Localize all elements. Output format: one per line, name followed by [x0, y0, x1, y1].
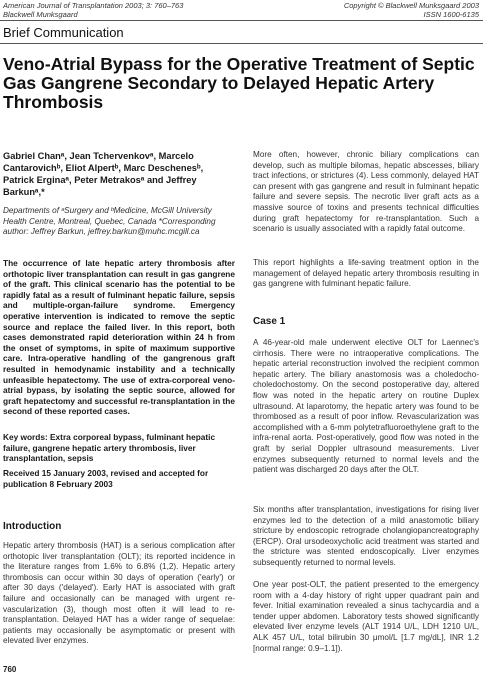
- received-dates: Received 15 January 2003, revised and accepted for publication 8 February 2003: [3, 468, 209, 489]
- abstract: The occurrence of late hepatic artery thrombosis after orthotopic liver transplantation can result in gas gangrene of the graft. This clinical scenario has the potential to be rapidly fatal as a result of fulminant hepatic failure, sepsis and multiple-organ-failure syndrome. Emergency operative intervention is indicated to remove the septic source and replace the failed liver. In this report, both cases demonstrated rapid deterioration within 24 h from the onset of symptoms, in spite of maximum supportive care. Intra-operative handling of the gangrenous graft resulted in hemodynamic instability and a technically unfeasible hepatectomy. The use of extra-corporeal veno-atrial bypass, by isolating the septic source, allowed for graft hepatectomy and successful re-transplantation in the second of these reported cases.: [3, 258, 235, 417]
- case-1-heading: Case 1: [253, 316, 286, 327]
- introduction-text: Hepatic artery thrombosis (HAT) is a serious complication after orthotopic liver transplantation (OLT); its reported incidence in the literature ranges from 1.6% to 6.8% (1,2). Hepatic artery thrombosis can occur within 30 days of operation ('early') or after 30 days ('delayed'). Early HAT is associated with graft failure and occasionally can be managed with urgent re-vascularization (3), though most often it will lead to re-transplantation. Delayed HAT has a wider range of sequelae: patients may occasionally be asymptomatic or present with elevated liver enzymes.: [3, 541, 235, 646]
- paragraph-case-1-presentation: One year post-OLT, the patient presented to the emergency room with a 4-day history of right upper quadrant pain and fever. Initial examination revealed a sinus tachycardia and a tender upper abdomen. Laboratory tests showed significantly elevated liver enzyme levels (ALT 1914 U/L, LDH 1210 U/L, ALK 457 U/L, total bilirubin 30 μmol/L [1.7 mg/dL], INR 1.2 [normal range: 0.9–1.1]).: [253, 580, 479, 653]
- copyright-header: [344, 1, 479, 19]
- paragraph-report-summary: This report highlights a life-saving treatment option in the management of delayed hepatic artery thrombosis resulting in gas gangrene with fulminant hepatic failure.: [253, 258, 479, 289]
- journal-header: [3, 1, 183, 19]
- author-list: Gabriel Chanᵃ, Jean Tchervenkovᵃ, Marcelo Cantarovichᵇ, Eliot Alpertᵇ, Marc Deschenesᵇ, Patrick Erginaᵃ, Peter Metrakosᵃ and Jeffrey Barkunᵃ,*: [3, 151, 204, 197]
- affiliations: Departments of ᵃSurgery and ᵇMedicine, McGill University Health Centre, Montreal, Quebec, Canada *Corresponding author: Jeffrey Barkun, jeffrey.barkun@muhc.mcgill.ca: [3, 206, 216, 236]
- paragraph-case-1-history: A 46-year-old male underwent elective OLT for Laennec's cirrhosis. There were no intraoperative complications. The hepatic arterial reconstruction involved the recipient common hepatic artery. The biliary anastomosis was a choledocho-choledochostomy. On the second postoperative day, altered flow was noted in the hepatic artery on routine Duplex ultrasound. At laparotomy, the hepatic artery was found to be thrombosed as a result of poor inflow. Revascularization was accomplished with a 6-mm polytetrafluoroethylene graft to the infra-renal aorta. Post-operatively, good flow was noted in the graft by serial Doppler ultrasound measurements. Liver enzymes subsequently returned to normal levels and the patient was discharged 20 days after the OLT.: [253, 338, 479, 475]
- issn: ISSN 1600-6135: [423, 10, 479, 19]
- paragraph-intro-continued: More often, however, chronic biliary complications can develop, such as multiple bilomas, hepatic abscesses, biliary tract infections, or strictures (4). Less commonly, delayed HAT can present with gas gangrene and result in fulminant hepatic failure and severe sepsis. The necrotic liver graft acts as a massive source of toxins and presents technical difficulties during graft hepatectomy for re-transplantation. Such a scenario is usually associated with a rapidly fatal outcome.: [253, 150, 479, 234]
- page-number: 760: [3, 665, 17, 674]
- keywords: Key words: Extra corporeal bypass, fulminant hepatic failure, gangrene hepatic artery thrombosis, liver transplantation, sepsis: [3, 432, 216, 464]
- section-label: Brief Communication: [3, 25, 124, 40]
- publisher-name: Blackwell Munksgaard: [3, 10, 78, 19]
- copyright-notice: Copyright © Blackwell Munksgaard 2003: [343, 1, 479, 10]
- section-rule: [0, 43, 483, 44]
- article-title: Veno-Atrial Bypass for the Operative Treatment of Septic Gas Gangrene Secondary to Delayed Hepatic Artery Thrombosis: [3, 54, 475, 112]
- introduction-heading: Introduction: [3, 521, 62, 532]
- header-rule: [0, 20, 483, 21]
- paragraph-case-1-followup: Six months after transplantation, investigations for rising liver enzymes led to the detection of a mild anastomotic biliary stricture by endoscopic retrograde cholangiopancreatography (ERCP). Oral ursodeoxycholic acid treatment was started and the stricture was stented endoscopically. Liver enzymes subsequently returned to normal levels.: [253, 505, 479, 567]
- journal-citation: American Journal of Transplantation 2003; 3: 760–763: [3, 1, 184, 10]
